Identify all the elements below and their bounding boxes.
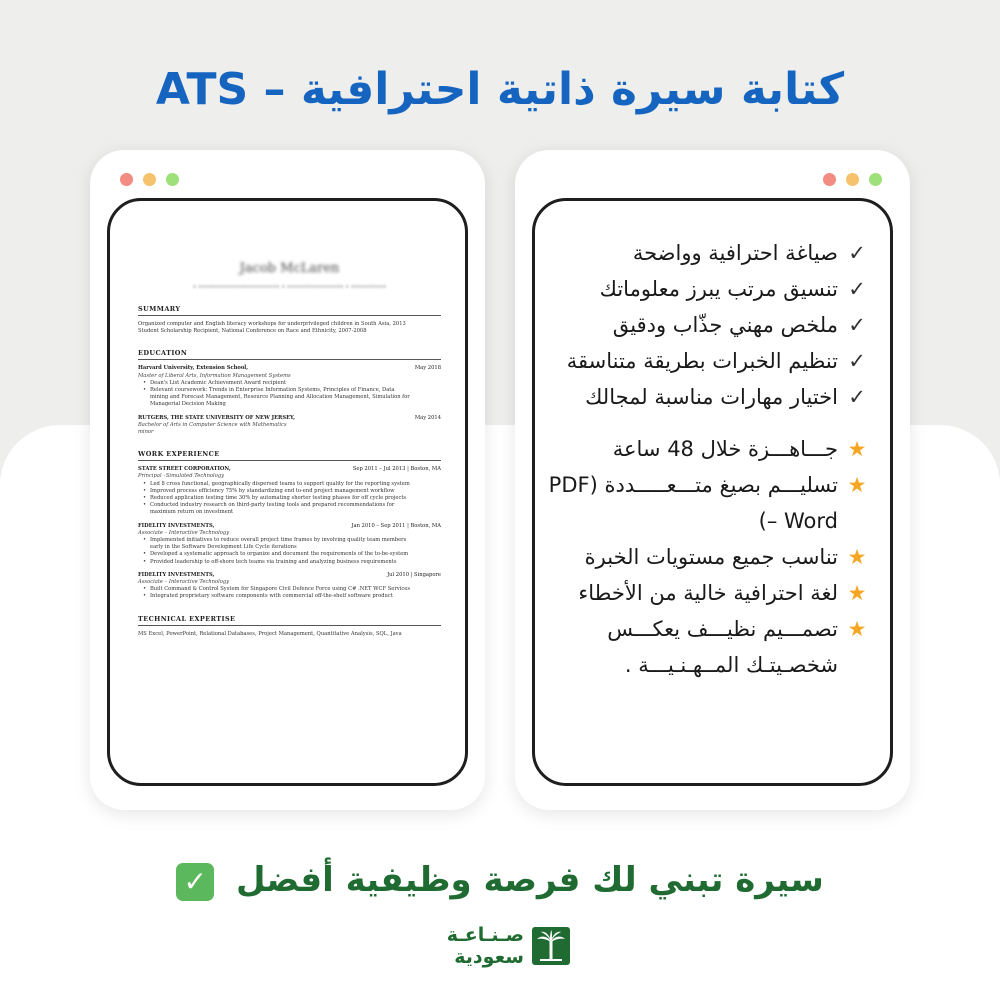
resume-name: Jacob McLaren	[239, 261, 340, 276]
check-badge-icon: ✓	[176, 863, 214, 901]
window-dot-green	[869, 173, 882, 186]
resume-summary-section	[138, 305, 441, 335]
resume-section-heading: SUMMARY	[138, 305, 441, 316]
resume-section-heading: EDUCATION	[138, 349, 441, 360]
resume-bullet: • Improved process efficiency 75% by standardizing end to-end project management workflow	[138, 488, 441, 495]
feature-text: اختيار مهارات مناسبة لمجالك	[585, 385, 838, 409]
resume-job-title: Associate – Interactive Technology	[138, 529, 230, 536]
resume-date: Jan 2010 – Sep 2011 | Boston, MA	[351, 522, 441, 529]
feature-text: صياغة احترافية وواضحة	[632, 241, 838, 265]
resume-line: Organized computer and English literacy workshops for underprivileged children in South Asia, 2013	[138, 321, 406, 327]
star-icon: ★	[847, 581, 867, 605]
features-card	[515, 150, 910, 810]
resume-bullet: • Conducted industry research on third-party testing tools and prepared recommendations for	[138, 502, 441, 509]
window-dots	[823, 173, 882, 186]
resume-line: maximum return on investment	[150, 509, 234, 516]
feature-text: ملخص مهني جذّاب ودقيق	[612, 313, 838, 337]
star-icon: ★	[847, 437, 867, 461]
resume-minor: minor	[138, 429, 154, 436]
feature-text: جـــاهـــزة خلال 48 ساعة	[612, 437, 838, 461]
feature-item	[535, 467, 870, 539]
resume-date: Jul 2010 | Singapore	[387, 571, 441, 578]
feature-text: تنسيق مرتب يبرز معلوماتك	[599, 277, 838, 301]
resume-company: FIDELITY INVESTMENTS,	[138, 571, 215, 578]
resume-bullet: • Reduced application testing time 30% by automating shorter testing phases for off cycle projects	[138, 495, 441, 502]
resume-entry-row	[138, 572, 441, 579]
check-icon: ✓	[848, 385, 866, 409]
feature-item	[535, 343, 870, 379]
resume-bullet: • Dean's List Academic Achievement Award recipient	[138, 380, 441, 387]
check-icon: ✓	[848, 277, 866, 301]
features-list	[535, 235, 890, 683]
feature-text: لغة احترافية خالية من الأخطاء	[578, 581, 838, 605]
feature-item	[535, 235, 870, 271]
resume-company: STATE STREET CORPORATION,	[138, 466, 231, 473]
window-dot-green	[166, 173, 179, 186]
features-frame	[532, 198, 893, 786]
resume-line: mining and Forecast Management, Resource Planning and Allocation Management, Simulation for	[150, 394, 410, 401]
resume-frame	[107, 198, 468, 786]
resume-bullet: • Relevant coursework: Trends in Enterprise Information Systems, Principles of Finance, Data	[138, 387, 441, 394]
window-dot-yellow	[846, 173, 859, 186]
window-dot-red	[823, 173, 836, 186]
resume-school: Harvard University, Extension School,	[138, 365, 249, 372]
resume-line: early in the Software Development Life Cycle iterations	[150, 544, 297, 551]
logo-line: صـنـاعـة	[446, 924, 524, 946]
resume-line: MS Excel, PowerPoint, Relational Databases, Project Management, Quantitative Analysis, SQL, Java	[138, 630, 402, 637]
star-icon: ★	[847, 545, 867, 569]
feature-item	[535, 539, 870, 575]
resume-date: Sep 2011 – Jul 2013 | Boston, MA	[352, 466, 441, 473]
resume-tech-section	[138, 615, 441, 638]
check-icon: ✓	[848, 241, 866, 265]
window-dot-yellow	[143, 173, 156, 186]
resume-contact: • ••••••••••••••••••••••• • •••••••••••••••• • ••••••••••	[192, 284, 387, 291]
resume-education-section	[138, 349, 441, 436]
resume-bullet: • Developed a systematic approach to organize and document the requirements of the to-be-system	[138, 551, 441, 558]
logo-line: سعودية	[454, 946, 524, 968]
palm-tree-icon	[532, 927, 570, 965]
star-icon: ★	[847, 617, 867, 641]
resume-entry-row	[138, 466, 441, 473]
feature-text: تنظيم الخبرات بطريقة متناسقة	[566, 349, 838, 373]
window-dot-red	[120, 173, 133, 186]
resume-preview-card	[90, 150, 485, 810]
brand-logo	[430, 920, 570, 972]
resume-bullet: • Integrated proprietary software components with commercial off-the-shelf software product	[138, 593, 441, 600]
resume-degree: Bachelor of Arts in Computer Science with Mathematics	[138, 421, 287, 428]
resume-entry-row	[138, 415, 441, 422]
feature-item	[535, 575, 870, 611]
resume-date: May 2018	[414, 365, 441, 372]
resume-bullet: • Led 8 cross functional, geographically dispersed teams to support quality for the reporting system	[138, 481, 441, 488]
resume-line: Student Scholarship Recipient, National Conference on Race and Ethnicity, 2007-2008	[138, 328, 367, 335]
tagline	[0, 850, 1000, 910]
feature-item	[535, 379, 870, 415]
resume-section-heading: TECHNICAL EXPERTISE	[138, 615, 441, 626]
resume-entry-row	[138, 523, 441, 530]
resume-job-title: Principal –Simulated Technology	[138, 473, 225, 480]
resume-company: FIDELITY INVESTMENTS,	[138, 522, 215, 529]
resume-line: Managerial Decision Making	[150, 401, 226, 408]
check-icon: ✓	[848, 313, 866, 337]
feature-item	[535, 611, 870, 683]
logo-text	[447, 924, 524, 968]
tagline-text: سيرة تبني لك فرصة وظيفية أفضل	[236, 860, 824, 900]
check-icon: ✓	[848, 349, 866, 373]
resume-entry-row	[138, 365, 441, 372]
resume-bullet: • Built Command & Control System for Singapore Civil Defence Force using C# .NET WCF Services	[138, 586, 441, 593]
window-dots	[120, 173, 179, 186]
feature-item	[535, 307, 870, 343]
resume-degree: Master of Liberal Arts, Information Management Systems	[138, 372, 291, 379]
resume-school: RUTGERS, THE STATE UNIVERSITY OF NEW JERSEY,	[138, 414, 295, 421]
star-icon: ★	[847, 473, 867, 497]
resume-section-heading: WORK EXPERIENCE	[138, 450, 441, 461]
feature-text: تسليـــم بصيغ متـــعـــــددة (PDF – Word)	[548, 473, 838, 533]
resume-job-title: Associate – Interactive Technology	[138, 579, 230, 586]
resume-work-section	[138, 450, 441, 600]
resume-document	[138, 261, 441, 638]
feature-item	[535, 431, 870, 467]
feature-item	[535, 271, 870, 307]
feature-text: تصمـــيم نظيـــف يعكـــس شخصـيتـك المــهـنـيـــة .	[607, 617, 838, 677]
feature-text: تناسب جميع مستويات الخبرة	[584, 545, 838, 569]
resume-date: May 2014	[414, 414, 441, 421]
resume-bullet: • Provided leadership to off-shore tech teams via training and analyzing business requirements	[138, 559, 441, 566]
page-title: كتابة سيرة ذاتية احترافية – ATS	[155, 64, 845, 115]
resume-bullet: • Implemented initiatives to reduce overall project time frames by involving quality team members	[138, 537, 441, 544]
